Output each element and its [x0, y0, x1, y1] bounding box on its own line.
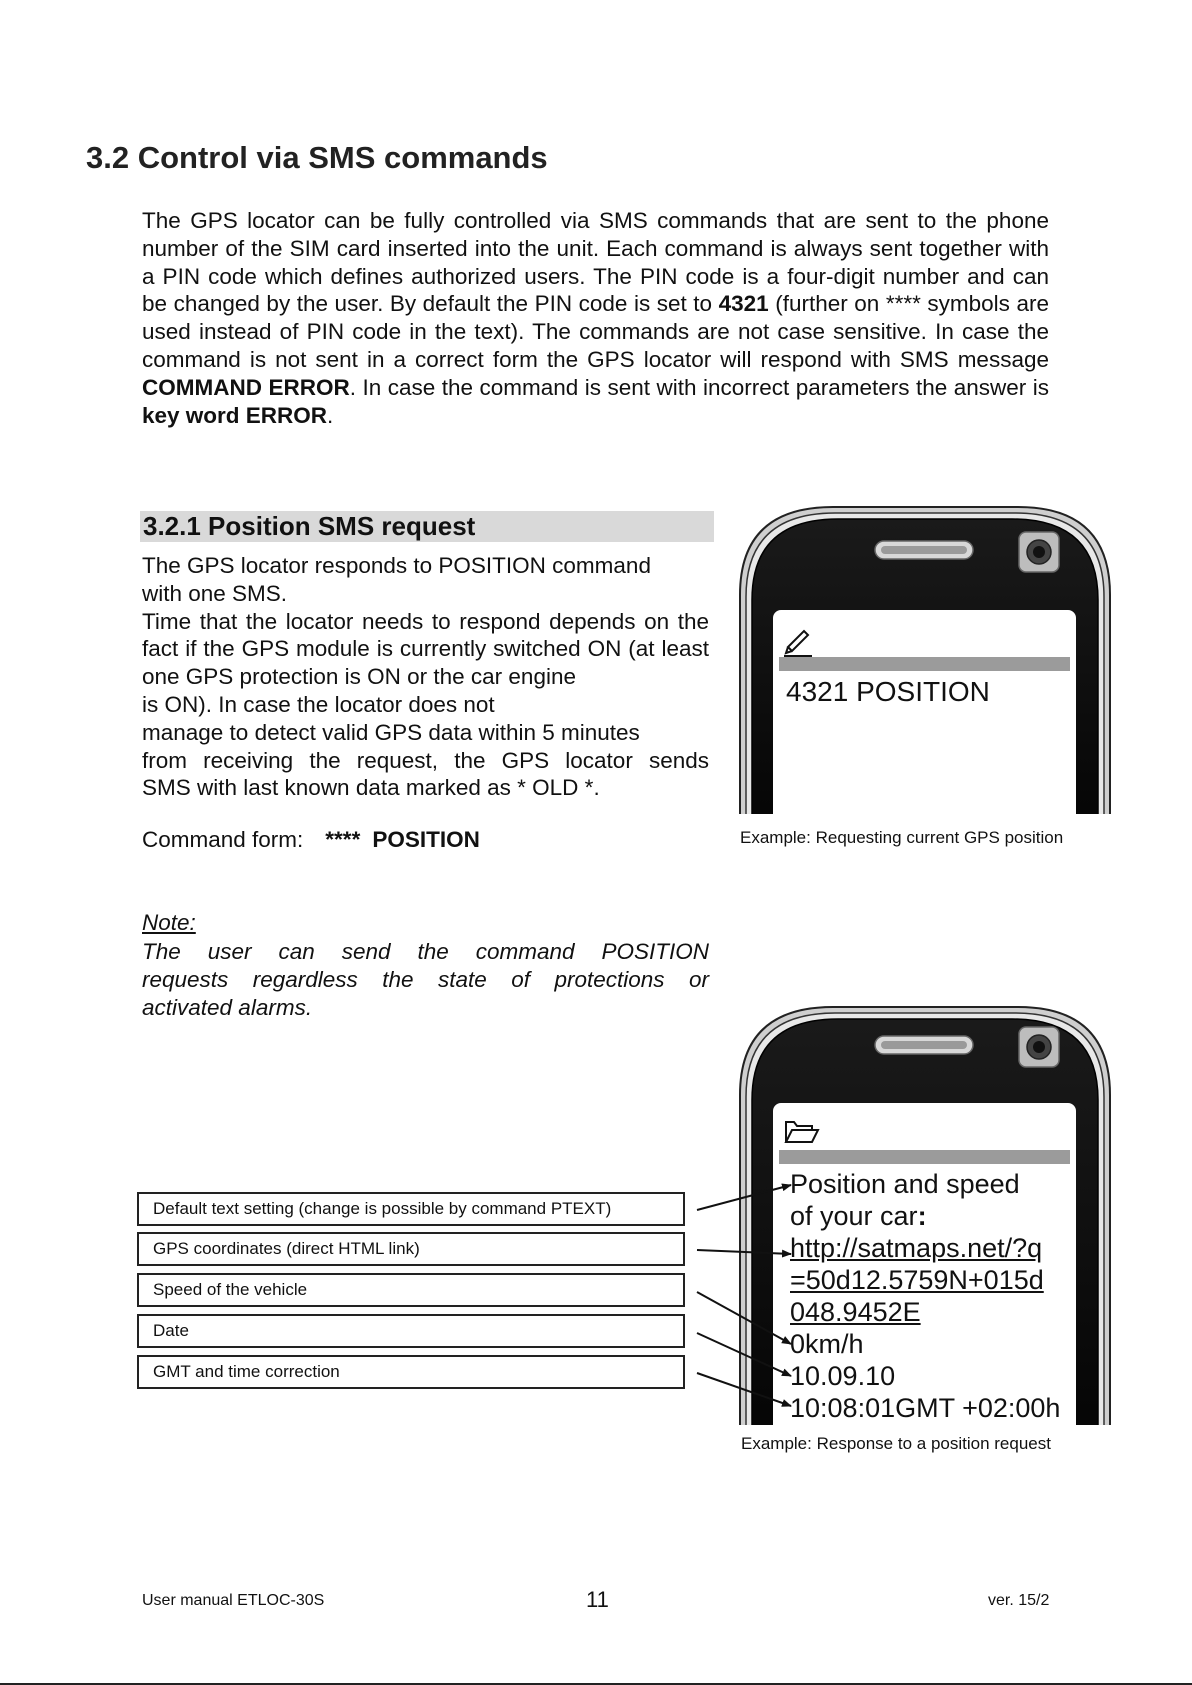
- desc-para2b: is ON). In case the locator does not: [142, 691, 495, 717]
- sms-line-car-text: of your car: [790, 1201, 918, 1231]
- label-gmt-time: GMT and time correction: [137, 1355, 685, 1389]
- desc-para3c: SMS with last known data marked as * OLD *.: [142, 775, 600, 801]
- footer-manual-title: User manual ETLOC-30S: [142, 1592, 325, 1609]
- phone2-caption: Example: Response to a position request: [741, 1434, 1051, 1453]
- command-name: POSITION: [372, 827, 480, 852]
- intro-part2: (further on **** symbols are used instead of PIN code in the text). The commands are not case sensitive. In case the command is not sent in a correct form the GPS locator will respond with SMS message: [142, 291, 1049, 372]
- intro-part3: . In case the command is sent with incorrect parameters the answer is: [349, 374, 1049, 400]
- sms-link-line3[interactable]: 048.9452E: [790, 1297, 921, 1327]
- arrow-gmt-time: [697, 1373, 791, 1406]
- sms-date: 10.09.10: [790, 1361, 896, 1391]
- desc-line1: The GPS locator responds to POSITION command: [142, 553, 651, 578]
- desc-line2: with one SMS.: [142, 580, 288, 606]
- label-default-text: Default text setting (change is possible by command PTEXT): [137, 1192, 685, 1226]
- phone1-sms-text: 4321 POSITION: [786, 676, 990, 707]
- sms-link-line2[interactable]: =50d12.5759N+015d: [790, 1265, 1044, 1295]
- note-line3: activated alarms.: [142, 994, 313, 1020]
- subsection-title: 3.2.1 Position SMS request: [140, 511, 714, 542]
- intro-command-error: COMMAND ERROR: [142, 374, 350, 400]
- label-speed: Speed of the vehicle: [137, 1273, 685, 1307]
- command-form-label: Command form:: [142, 827, 304, 852]
- phone1-caption: Example: Requesting current GPS position: [740, 828, 1064, 847]
- intro-part4: .: [327, 402, 334, 428]
- sms-link-line1[interactable]: http://satmaps.net/?q: [790, 1233, 1043, 1263]
- intro-part1: The GPS locator can be fully controlled via SMS commands that are sent to the phone number of the SIM card inserted into the unit. Each command is always sent together with a PIN code which defines authorized users. The PIN code is a four-digit number and can be changed by the user. By default the PIN code is set to: [142, 208, 1049, 317]
- sms-speed: 0km/h: [790, 1329, 864, 1359]
- section-title: 3.2 Control via SMS commands: [86, 140, 548, 175]
- arrow-gps-coordinates: [697, 1250, 791, 1254]
- sms-line-position-speed: Position and speed: [790, 1169, 1020, 1199]
- sms-line-colon: :: [917, 1201, 927, 1231]
- command-stars: ****: [325, 827, 361, 852]
- footer-version: ver. 15/2: [988, 1592, 1050, 1609]
- intro-pin: 4321: [718, 291, 769, 317]
- desc-para3b: from receiving the request, the GPS locator sends: [142, 747, 709, 773]
- label-gps-coordinates: GPS coordinates (direct HTML link): [137, 1232, 685, 1266]
- note-line2: requests regardless the state of protections or: [142, 966, 709, 992]
- note-line1: The user can send the command POSITION: [142, 939, 709, 964]
- arrow-date: [697, 1333, 791, 1376]
- arrow-default-text: [697, 1185, 791, 1210]
- label-date: Date: [137, 1314, 685, 1348]
- note-label: Note:: [142, 910, 196, 935]
- arrow-speed: [697, 1292, 791, 1344]
- desc-para2a: Time that the locator needs to respond depends on the fact if the GPS module is currently switched ON (at least one GPS protection is ON or the car engine: [142, 608, 709, 690]
- intro-key-error: key word ERROR: [142, 402, 328, 428]
- desc-para3a: manage to detect valid GPS data within 5 minutes: [142, 719, 640, 745]
- footer-page-number: 11: [586, 1587, 609, 1612]
- sms-time: 10:08:01GMT +02:00h: [790, 1393, 1061, 1423]
